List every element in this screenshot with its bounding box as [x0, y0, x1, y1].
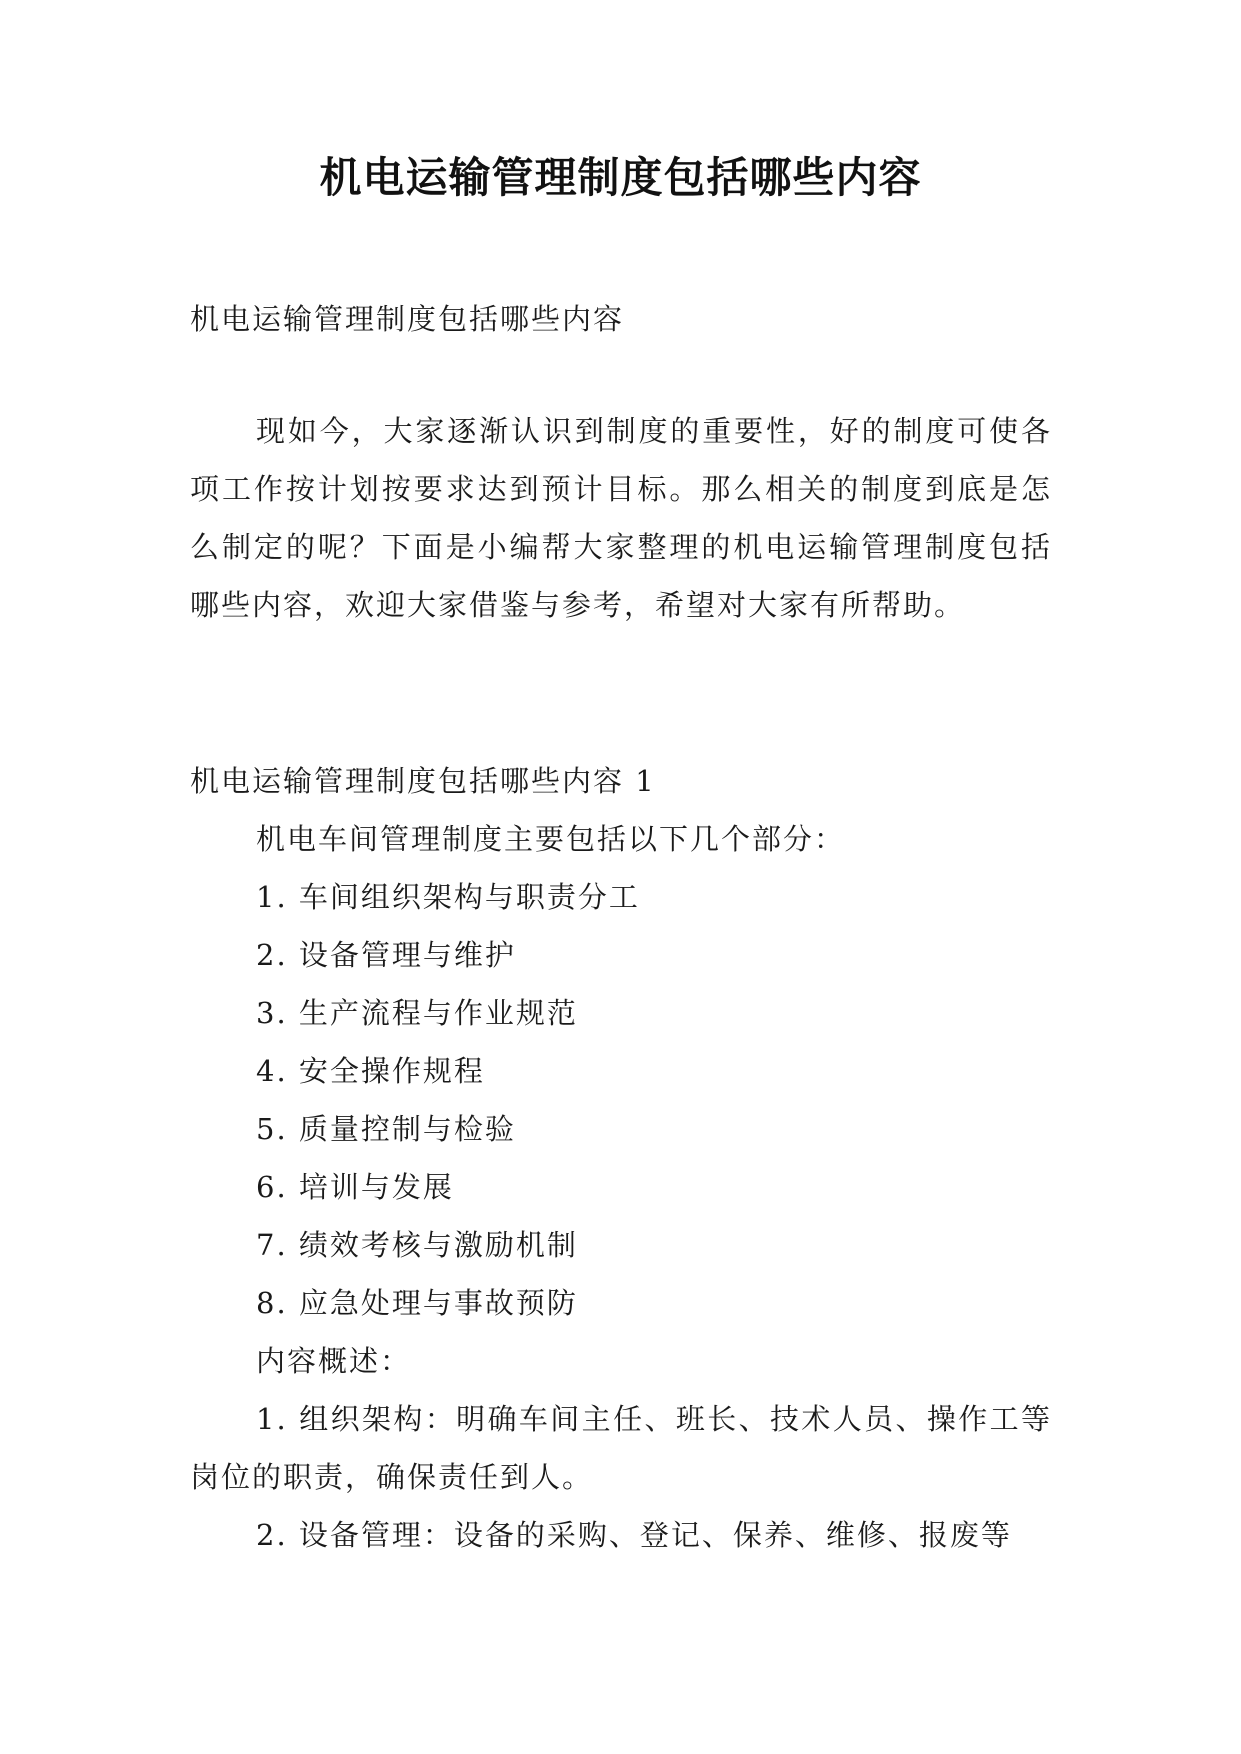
list-item: 8. 应急处理与事故预防 — [256, 1286, 578, 1320]
intro-paragraph: 现如今，大家逐渐认识到制度的重要性，好的制度可使各项工作按计划按要求达到预计目标。那么相关的制度到底是怎么制定的呢？下面是小编帮大家整理的机电运输管理制度包括哪些内容，欢迎大家借鉴与参考，希望对大家有所帮助。 — [190, 414, 1052, 622]
list-item: 3. 生产流程与作业规范 — [256, 996, 578, 1030]
overview-item: 2. 设备管理：设备的采购、登记、保养、维修、报废等 — [256, 1518, 1012, 1552]
list-item: 2. 设备管理与维护 — [256, 938, 516, 972]
document-title: 机电运输管理制度包括哪些内容 — [319, 153, 922, 202]
overview-item: 1. 组织架构：明确车间主任、班长、技术人员、操作工等岗位的职责，确保责任到人。 — [190, 1402, 1052, 1494]
overview-label: 内容概述： — [256, 1344, 412, 1378]
section-lead: 机电车间管理制度主要包括以下几个部分： — [256, 822, 846, 856]
list-item: 1. 车间组织架构与职责分工 — [256, 880, 640, 914]
section-heading: 机电运输管理制度包括哪些内容 1 — [190, 764, 656, 798]
document-subtitle: 机电运输管理制度包括哪些内容 — [190, 302, 625, 336]
list-item: 6. 培训与发展 — [256, 1170, 454, 1204]
list-item: 5. 质量控制与检验 — [256, 1112, 516, 1146]
list-item: 7. 绩效考核与激励机制 — [256, 1228, 578, 1262]
section-1 — [190, 752, 1052, 1564]
list-item: 4. 安全操作规程 — [256, 1054, 485, 1088]
